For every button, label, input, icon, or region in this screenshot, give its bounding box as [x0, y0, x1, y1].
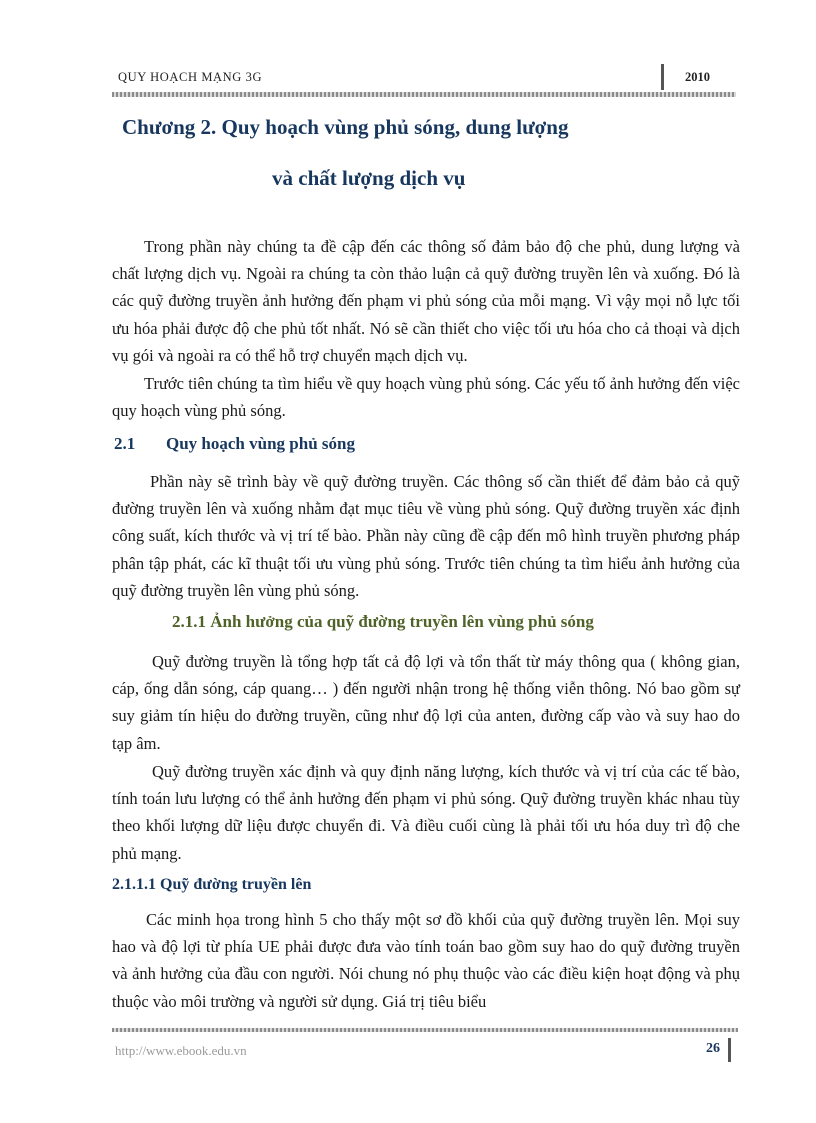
chapter-title: Chương 2. Quy hoạch vùng phủ sóng, dung lượng	[122, 115, 569, 139]
header-divider	[661, 64, 664, 90]
section-heading-2-1-1-1: 2.1.1.1 Quỹ đường truyền lên	[112, 876, 312, 893]
section-2-1-paragraph: Phần này sẽ trình bày về quỹ đường truyền. Các thông số cần thiết để đảm bảo cả quỹ đường truyền lên và xuống nhằm đạt mục tiêu về vùng phủ sóng. Quỹ đường truyền xác định công suất, kích thước và vị trí tế bào. Phần này cũng đề cập đến mô hình truyền phương pháp phân tập phát, các kĩ thuật tối ưu vùng phủ sóng. Trước tiên chúng ta tìm hiểu ảnh hưởng của quỹ đường truyền lên vùng phủ sóng.	[112, 472, 740, 600]
header-title: QUY HOẠCH MẠNG 3G	[118, 70, 263, 84]
section-2-1-1-paragraph-2: Quỹ đường truyền xác định và quy định năng lượng, kích thước và vị trí của các tế bào, tính toán lưu lượng có thể ảnh hưởng đến phạm vi phủ sóng. Quỹ đường truyền khác nhau tùy theo khối lượng dữ liệu được chuyển đi. Và điều cuối cùng là phải tối ưu hóa duy trì độ che phủ mạng.	[112, 762, 740, 863]
section-2-1-1-paragraph-1: Quỹ đường truyền là tổng hợp tất cả độ lợi và tổn thất từ máy thông qua ( không gian, cáp, ống dẫn sóng, cáp quang… ) đến người nhận trong hệ thống viễn thông. Nó bao gồm sự suy giảm tín hiệu do đường truyền, cũng như độ lợi của anten, đường cấp vào và suy hao do tạp âm.	[112, 652, 740, 753]
chapter-subtitle: và chất lượng dịch vụ	[272, 166, 466, 190]
intro-paragraph-1: Trong phần này chúng ta đề cập đến các thông số đảm bảo độ che phủ, dung lượng và chất lượng dịch vụ. Ngoài ra chúng ta còn thảo luận cả quỹ đường truyền lên và xuống. Đó là các quỹ đường truyền ảnh hưởng đến phạm vi phủ sóng của mỗi mạng. Vì vậy mọi nỗ lực tối ưu hóa phải được độ che phủ tốt nhất. Nó sẽ cần thiết cho việc tối ưu hóa cho cả thoại và dịch vụ gói và ngoài ra có thể hỗ trợ chuyển mạch dịch vụ.	[112, 237, 740, 365]
footer-url: http://www.ebook.edu.vn	[115, 1043, 247, 1058]
section-2-1-1-1-paragraph: Các minh họa trong hình 5 cho thấy một sơ đồ khối của quỹ đường truyền lên. Mọi suy hao và độ lợi từ phía UE phải được đưa vào tính toán bao gồm suy hao do quỹ đường truyền và ảnh hưởng của đầu con người. Nói chung nó phụ thuộc vào các điều kiện hoạt động và phụ thuộc vào môi trường và người sử dụng. Giá trị tiêu biểu	[112, 910, 740, 1011]
section-heading-2-1-1: 2.1.1 Ảnh hưởng của quỹ đường truyền lên vùng phủ sóng	[172, 612, 594, 631]
header-rule	[112, 92, 736, 97]
section-title: Quy hoạch vùng phủ sóng	[166, 434, 355, 453]
footer-divider	[728, 1038, 731, 1062]
intro-paragraph-2: Trước tiên chúng ta tìm hiểu về quy hoạch vùng phủ sóng. Các yếu tố ảnh hưởng đến việc quy hoạch vùng phủ sóng.	[112, 374, 740, 421]
section-number: 2.1	[114, 434, 136, 453]
section-heading-2-1	[114, 434, 355, 454]
page-number: 26	[706, 1041, 720, 1056]
footer-rule	[112, 1028, 738, 1032]
page-header	[112, 60, 736, 100]
header-year: 2010	[685, 70, 710, 84]
